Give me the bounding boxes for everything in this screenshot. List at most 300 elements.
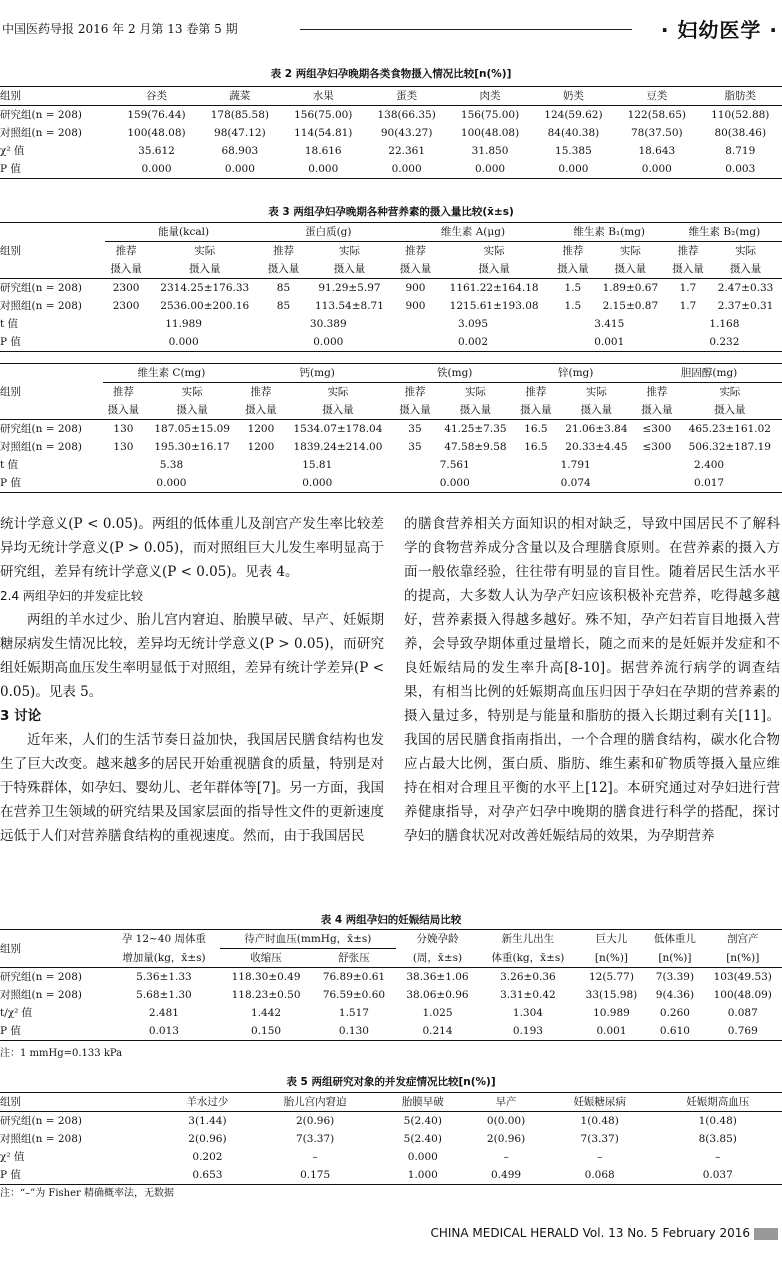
- subheader: 实际: [464, 386, 486, 398]
- subheader: 实际: [719, 386, 741, 398]
- table-cell: 5.36±1.33: [108, 968, 220, 987]
- table-cell: 122(58.65): [615, 106, 698, 125]
- table-cell: 2(0.96): [188, 1133, 227, 1145]
- column-header: 组别: [0, 87, 115, 106]
- subheader: 摄入量: [267, 263, 300, 275]
- subheader: 实际: [338, 245, 360, 257]
- journal-issue: 中国医药导报 2016 年 2 月第 13 卷第 5 期: [2, 22, 238, 36]
- table-cell: 0.017: [636, 474, 782, 493]
- table-cell: 30.389: [309, 318, 347, 330]
- table-cell: 0.000: [103, 474, 241, 493]
- table-cell: t/χ² 值: [0, 1007, 33, 1019]
- table-cell: 0.232: [667, 333, 782, 352]
- table-cell: 0.214: [396, 1022, 480, 1041]
- column-header: 新生儿出生: [479, 930, 576, 949]
- column-header: 收缩压: [250, 952, 282, 964]
- table-cell: 0.001: [577, 1022, 647, 1041]
- column-header: 奶类: [532, 87, 615, 106]
- table-cell: 1.442: [251, 1007, 282, 1019]
- table-cell: 91.29±5.97: [305, 279, 395, 298]
- journal-footer: CHINA MEDICAL HERALD Vol. 13 No. 5 February 2016: [430, 1226, 750, 1240]
- table-cell: 对照组(n = 208): [0, 127, 82, 139]
- table-cell: 0.013: [108, 1022, 220, 1041]
- table-cell: 100(48.09): [713, 989, 772, 1001]
- table-cell: 2(0.96): [251, 1112, 379, 1131]
- column-header: 妊娠糖尿病: [546, 1093, 654, 1112]
- table-cell: 1.5: [564, 300, 582, 312]
- table-cell: 0.000: [365, 160, 448, 179]
- table-cell: 5(2.40): [379, 1112, 466, 1131]
- table-cell: 0.000: [407, 1151, 438, 1163]
- body-left-column: [0, 512, 384, 848]
- subheader: 摄入量: [107, 404, 140, 416]
- table-row: [0, 297, 782, 315]
- nutrient-header: 胆固醇(mg): [636, 364, 782, 383]
- table-cell: 18.616: [304, 145, 342, 157]
- page-footer: [430, 1226, 778, 1240]
- table-cell: 0.068: [546, 1166, 654, 1185]
- table-cell: 2.15±0.87: [602, 300, 659, 312]
- table-cell: ≤300: [636, 420, 677, 439]
- table-cell: 84(40.38): [547, 127, 600, 139]
- table-cell: 对照组(n = 208): [0, 300, 82, 312]
- subheader: 摄入量: [580, 404, 613, 416]
- table-row: [0, 1022, 782, 1041]
- table-cell: 研究组(n = 208): [0, 106, 115, 125]
- table-cell: 16.5: [515, 420, 556, 439]
- table-row: [0, 383, 782, 402]
- column-header: 体重(kg，x̄±s): [491, 951, 565, 964]
- running-header: [0, 14, 782, 44]
- subsection-heading: 2.4 两组孕妇的并发症比较: [0, 589, 143, 603]
- table-cell: 3.31±0.42: [500, 989, 556, 1001]
- nutrient-header: 维生素 B₂(mg): [667, 223, 782, 242]
- table-cell: 研究组(n = 208): [0, 968, 108, 987]
- table-row: [0, 401, 782, 420]
- subheader: 摄入量: [478, 263, 510, 275]
- paragraph: 两组的羊水过少、胎儿宫内窘迫、胎膜早破、早产、妊娠期糖尿病发生情况比较，差异均无统计学意义(P > 0.05)，而研究组妊娠期高血压发生率明显低于对照组，差异有统计学差异(P < 0.05)。见表 5。: [0, 612, 384, 700]
- table-cell: 11.989: [165, 318, 202, 330]
- table2: [0, 86, 782, 179]
- table-cell: 114(54.81): [294, 127, 353, 139]
- subheader: 推荐: [404, 245, 426, 257]
- table-cell: 138(66.35): [365, 106, 448, 125]
- table-cell: 178(85.58): [198, 106, 281, 125]
- page-number-block: [754, 1228, 778, 1240]
- subheader: 摄入量: [333, 263, 366, 275]
- column-header: 待产时血压(mmHg，x̄±s): [220, 930, 396, 949]
- subheader: 实际: [181, 386, 203, 398]
- column-header: 蔬菜: [198, 87, 281, 106]
- table-cell: 110(52.88): [699, 106, 782, 125]
- table-cell: 0.037: [654, 1166, 782, 1185]
- subheader: 推荐: [404, 386, 426, 398]
- table5-note: 注：“–”为 Fisher 精确概率法，无数据: [0, 1188, 174, 1199]
- table-cell: 3.095: [457, 318, 488, 330]
- table4: [0, 929, 782, 1041]
- table-cell: 研究组(n = 208): [0, 420, 103, 439]
- table-cell: 20.33±4.45: [565, 441, 628, 453]
- table-cell: 1200: [247, 441, 275, 453]
- table-row: [0, 1130, 782, 1148]
- table-cell: 85: [276, 300, 291, 312]
- table-cell: 100(48.08): [460, 127, 520, 139]
- table-cell: 118.30±0.49: [220, 968, 312, 987]
- table-cell: 0.000: [198, 160, 281, 179]
- table-cell: 78(37.50): [631, 127, 683, 139]
- table-cell: 900: [405, 300, 426, 312]
- nutrient-header: 能量(kcal): [105, 223, 262, 242]
- table-cell: 22.361: [388, 145, 426, 157]
- table-cell: 113.54±8.71: [315, 300, 384, 312]
- subheader: 推荐: [115, 245, 137, 257]
- table-cell: –: [715, 1151, 721, 1163]
- table-row: [0, 949, 782, 968]
- table-row: [0, 420, 782, 439]
- table-cell: 18.643: [638, 145, 676, 157]
- table-cell: 130: [113, 441, 134, 453]
- nutrient-header: 铁(mg): [394, 364, 515, 383]
- table-cell: 8.719: [725, 145, 756, 157]
- column-header: 羊水过少: [164, 1093, 251, 1112]
- subheader: 推荐: [677, 245, 699, 257]
- table-cell: 1.5: [552, 279, 594, 298]
- column-header: 组别: [0, 1093, 164, 1112]
- nutrient-header: 维生素 C(mg): [103, 364, 241, 383]
- table-cell: 195.30±16.17: [154, 441, 230, 453]
- table-cell: 1.7: [679, 300, 697, 312]
- section-heading: 3 讨论: [0, 708, 42, 724]
- table-cell: 5.38: [159, 459, 184, 471]
- table4-caption: 表 4 两组孕妇的妊娠结局比较: [320, 914, 462, 926]
- table-cell: P 值: [0, 160, 115, 179]
- subheader: 实际: [483, 245, 505, 257]
- table-row: [0, 142, 782, 160]
- subheader: 摄入量: [399, 263, 432, 275]
- table-cell: 3(1.44): [164, 1112, 251, 1131]
- table-cell: 159(76.44): [115, 106, 198, 125]
- table-row: [0, 364, 782, 383]
- table-cell: 156(75.00): [282, 106, 365, 125]
- nutrient-header: 钙(mg): [240, 364, 394, 383]
- table-cell: –: [312, 1151, 318, 1163]
- column-header: 孕 12~40 周体重: [108, 930, 220, 949]
- table-cell: 15.81: [302, 459, 333, 471]
- table-cell: 35: [394, 420, 435, 439]
- table-row: [0, 124, 782, 142]
- table-row: [0, 106, 782, 125]
- column-header: [n(%)]: [594, 951, 629, 964]
- table-cell: 47.58±9.58: [444, 441, 507, 453]
- subheader: 摄入量: [614, 263, 647, 275]
- header-rule: [300, 29, 632, 30]
- group-header: 组别: [0, 364, 103, 420]
- table-cell: 35: [408, 441, 422, 453]
- table-cell: 研究组(n = 208): [0, 279, 105, 298]
- table-cell: 2.47±0.33: [709, 279, 782, 298]
- table5-caption: 表 5 两组研究对象的并发症情况比较[n(%)]: [286, 1076, 496, 1088]
- column-header: 增加量(kg，x̄±s): [122, 951, 206, 964]
- column-header: 早产: [466, 1093, 546, 1112]
- table-cell: 0.002: [394, 333, 551, 352]
- column-header: 肉类: [448, 87, 531, 106]
- subheader: 推荐: [112, 386, 134, 398]
- table-cell: 118.23±0.50: [231, 989, 301, 1001]
- table3-caption: 表 3 两组孕妇孕晚期各种营养素的摄入量比较(x̄±s): [268, 206, 514, 218]
- nutrient-header: 维生素 B₁(mg): [552, 223, 667, 242]
- table-cell: 0.000: [262, 333, 394, 352]
- paragraph: 近年来，人们的生活节奏日益加快，我国居民膳食结构也发生了巨大改变。越来越多的居民开始重视膳食的质量，特别是对于特殊群体，如孕妇、婴幼儿、老年群体等[7]。另一方面，我国在营养卫生领域的研究结果及国家层面的指导性文件的更新速度远低于人们对营养膳食结构的重视速度。然而，由于我国居民: [0, 732, 384, 844]
- table-cell: 2.400: [694, 459, 725, 471]
- subheader: 推荐: [272, 245, 294, 257]
- subheader: 实际: [585, 386, 607, 398]
- table-cell: 2300: [105, 279, 147, 298]
- subheader: 推荐: [646, 386, 668, 398]
- column-header: 低体重儿: [646, 930, 703, 949]
- table-cell: –: [597, 1151, 603, 1163]
- table-cell: 90(43.27): [380, 127, 433, 139]
- table-cell: 85: [262, 279, 304, 298]
- table-cell: χ² 值: [0, 145, 25, 157]
- table-cell: 1.89±0.67: [594, 279, 667, 298]
- table-cell: 1200: [240, 420, 281, 439]
- column-header: 豆类: [615, 87, 698, 106]
- table-cell: 7(3.39): [646, 968, 703, 987]
- table-cell: 76.89±0.61: [312, 968, 396, 987]
- table-cell: 0.074: [515, 474, 636, 493]
- table-cell: 0.087: [727, 1007, 758, 1019]
- table-cell: 156(75.00): [448, 106, 531, 125]
- table-cell: 0.000: [240, 474, 394, 493]
- table-row: [0, 930, 782, 949]
- table-cell: 1.7: [667, 279, 709, 298]
- table-cell: 3.415: [594, 318, 625, 330]
- table-cell: 0.000: [532, 160, 615, 179]
- table-row: [0, 333, 782, 352]
- table-cell: 900: [394, 279, 436, 298]
- table-cell: 1161.22±164.18: [437, 279, 552, 298]
- column-header: 巨大儿: [577, 930, 647, 949]
- subheader: 摄入量: [399, 404, 431, 416]
- table-cell: 0(0.00): [466, 1112, 546, 1131]
- table-cell: 1.000: [379, 1166, 466, 1185]
- table-cell: 76.59±0.60: [322, 989, 386, 1001]
- table-cell: 2.481: [148, 1007, 179, 1019]
- table-cell: 1.791: [560, 459, 591, 471]
- table-cell: P 值: [0, 333, 105, 352]
- table-cell: χ² 值: [0, 1151, 25, 1163]
- table-cell: 2(0.96): [486, 1133, 526, 1145]
- subheader: 实际: [194, 245, 216, 257]
- table-cell: 0.000: [448, 160, 531, 179]
- table-cell: 对照组(n = 208): [0, 441, 82, 453]
- table-cell: 0.769: [704, 1022, 782, 1041]
- paragraph: 的膳食营养相关方面知识的相对缺乏，导致中国居民不了解科学的食物营养成分含量以及合理膳食原则。在营养素的摄入方面一般依靠经验，往往带有明显的盲目性。随着居民生活水平的提高，大多数人认为孕产妇应该积极补充营养，吃得越多越好，营养素摄入得越多越好。殊不知，孕产妇若盲目地摄入营养，会导致孕期体重过量增长，随之而来的是妊娠并发症和不良妊娠结局的发生率升高[8-10]。据营养流行病学的调查结果，有相当比例的妊娠期高血压归因于孕妇在孕期的营养素的摄入量过多，特别是与能量和脂肪的摄入长期过剩有关[11]。我国的居民膳食指南指出，一个合理的膳食结构，碳水化合物应占最大比例，蛋白质、脂肪、维生素和矿物质等摄入量应维持在相对合理且平衡的水平上[12]。本研究通过对孕妇进行营养健康指导，对孕产妇孕中晚期的膳食进行科学的搭配，探讨孕妇的膳食状况对改善妊娠结局的效果，为孕期营养: [404, 516, 780, 844]
- table-cell: 80(38.46): [714, 127, 767, 139]
- table-row: [0, 1148, 782, 1166]
- nutrient-header: 锌(mg): [515, 364, 636, 383]
- column-header: 蛋类: [365, 87, 448, 106]
- table-cell: 0.150: [220, 1022, 312, 1041]
- table-cell: 0.000: [615, 160, 698, 179]
- column-header: 胎儿宫内窘迫: [251, 1093, 379, 1112]
- table2-caption: 表 2 两组孕妇孕晚期各类食物摄入情况比较[n(%)]: [270, 68, 512, 80]
- table-cell: 68.903: [221, 145, 259, 157]
- column-header: [n(%)]: [658, 951, 692, 964]
- table-cell: 124(59.62): [532, 106, 615, 125]
- table3-part-b: [0, 363, 782, 493]
- table-row: [0, 260, 782, 279]
- table-cell: 0.001: [552, 333, 667, 352]
- table-cell: 2536.00±200.16: [160, 300, 250, 312]
- table-cell: 0.193: [479, 1022, 576, 1041]
- table-cell: P 值: [0, 1022, 108, 1041]
- table-cell: 0.175: [251, 1166, 379, 1185]
- table-cell: 16.5: [524, 441, 548, 453]
- table-cell: 21.06±3.84: [557, 420, 637, 439]
- subheader: 实际: [619, 245, 641, 257]
- column-header: (周，x̄±s): [412, 951, 463, 964]
- table-cell: 33(15.98): [585, 989, 638, 1001]
- table-cell: 0.610: [646, 1022, 703, 1041]
- table-cell: 8(3.85): [698, 1133, 737, 1145]
- table-cell: 100(48.08): [127, 127, 186, 139]
- table-cell: 12(5.77): [577, 968, 647, 987]
- table-cell: 1.304: [512, 1007, 543, 1019]
- table-cell: 15.385: [555, 145, 592, 157]
- table-row: [0, 242, 782, 261]
- table-row: [0, 968, 782, 987]
- table-cell: 1215.61±193.08: [449, 300, 539, 312]
- table-cell: t 值: [0, 318, 19, 330]
- table-cell: 0.003: [699, 160, 782, 179]
- table-row: [0, 1166, 782, 1185]
- table-cell: –: [503, 1151, 509, 1163]
- subheader: 推荐: [525, 386, 547, 398]
- table-cell: 41.25±7.35: [436, 420, 516, 439]
- column-header: 分娩孕龄: [396, 930, 480, 949]
- table-cell: t 值: [0, 459, 19, 471]
- table-cell: 0.653: [164, 1166, 251, 1185]
- table-row: [0, 456, 782, 474]
- table-cell: 130: [103, 420, 144, 439]
- table-cell: 0.202: [192, 1151, 223, 1163]
- table-cell: 0.130: [312, 1022, 396, 1041]
- table-cell: 5.68±1.30: [136, 989, 192, 1001]
- table-cell: 5(2.40): [403, 1133, 442, 1145]
- subheader: 摄入量: [557, 263, 589, 275]
- nutrient-header: 维生素 A(μg): [394, 223, 551, 242]
- column-header: 舒张压: [338, 952, 370, 964]
- subheader: 摄入量: [672, 263, 704, 275]
- table-cell: 38.06±0.96: [406, 989, 469, 1001]
- table-cell: ≤300: [642, 441, 672, 453]
- subheader: 摄入量: [459, 404, 492, 416]
- section-name: · 妇幼医学 ·: [660, 18, 778, 42]
- table-cell: P 值: [0, 1166, 164, 1185]
- table-cell: 38.36±1.06: [396, 968, 480, 987]
- table-cell: 7.561: [439, 459, 470, 471]
- subheader: 摄入量: [322, 404, 354, 416]
- table-cell: 35.612: [138, 145, 175, 157]
- paragraph: 统计学意义(P < 0.05)。两组的低体重儿及剖宫产发生率比较差异均无统计学意义(P > 0.05)，而对照组巨大儿发生率明显高于研究组，差异有统计学意义(P < 0.05)。见表 4。: [0, 516, 384, 580]
- subheader: 摄入量: [176, 404, 208, 416]
- table-cell: 2314.25±176.33: [147, 279, 262, 298]
- table-cell: 1.168: [709, 318, 740, 330]
- table-cell: 31.850: [471, 145, 509, 157]
- table-cell: 1839.24±214.00: [293, 441, 383, 453]
- table-cell: 0.000: [115, 160, 198, 179]
- column-header: 水果: [282, 87, 365, 106]
- subheader: 摄入量: [641, 404, 673, 416]
- table5: [0, 1092, 782, 1185]
- table-cell: 1.517: [338, 1007, 369, 1019]
- subheader: 实际: [735, 245, 757, 257]
- column-header: 脂肪类: [699, 87, 782, 106]
- table-cell: 0.000: [105, 333, 262, 352]
- table4-note: 注：1 mmHg=0.133 kPa: [0, 1048, 123, 1059]
- column-header: 胎膜早破: [379, 1093, 466, 1112]
- table-cell: 465.23±161.02: [678, 420, 782, 439]
- table-cell: P 值: [0, 474, 103, 493]
- table-cell: 0.000: [282, 160, 365, 179]
- column-header: [n(%)]: [726, 951, 760, 964]
- subheader: 推荐: [250, 386, 272, 398]
- column-header: 谷类: [115, 87, 198, 106]
- subheader: 摄入量: [245, 404, 277, 416]
- table-cell: 103(49.53): [704, 968, 782, 987]
- table-cell: 10.989: [593, 1007, 630, 1019]
- table-row: [0, 279, 782, 298]
- table-cell: 1(0.48): [546, 1112, 654, 1131]
- table-row: [0, 160, 782, 179]
- table-row: [0, 223, 782, 242]
- subheader: 摄入量: [729, 263, 762, 275]
- table-cell: 2300: [112, 300, 140, 312]
- table-cell: 1(0.48): [654, 1112, 782, 1131]
- table-cell: 对照组(n = 208): [0, 989, 82, 1001]
- column-header: 妊娠期高血压: [654, 1093, 782, 1112]
- table-cell: 0.499: [466, 1166, 546, 1185]
- table-cell: 3.26±0.36: [479, 968, 576, 987]
- table-cell: 0.000: [394, 474, 515, 493]
- table-cell: 506.32±187.19: [688, 441, 771, 453]
- group-header: 组别: [0, 930, 108, 968]
- table-row: [0, 438, 782, 456]
- table-cell: 9(4.36): [655, 989, 695, 1001]
- table-row: [0, 315, 782, 333]
- body-right-column: [404, 512, 780, 848]
- table-cell: 1534.07±178.04: [282, 420, 395, 439]
- subheader: 摄入量: [110, 263, 142, 275]
- table-cell: 1.025: [422, 1007, 453, 1019]
- table-cell: 2.37±0.31: [717, 300, 774, 312]
- table3-part-a: [0, 222, 782, 352]
- table-cell: 0.260: [659, 1007, 690, 1019]
- table-cell: 187.05±15.09: [144, 420, 240, 439]
- table-cell: 7(3.37): [295, 1133, 335, 1145]
- subheader: 推荐: [562, 245, 584, 257]
- table-row: [0, 1112, 782, 1131]
- table-row: [0, 1004, 782, 1022]
- column-header: 剖宫产: [704, 930, 782, 949]
- table-row: [0, 986, 782, 1004]
- nutrient-header: 蛋白质(g): [262, 223, 394, 242]
- table-cell: 7(3.37): [580, 1133, 619, 1145]
- table-cell: 98(47.12): [214, 127, 266, 139]
- table-cell: 研究组(n = 208): [0, 1112, 164, 1131]
- subheader: 摄入量: [520, 404, 552, 416]
